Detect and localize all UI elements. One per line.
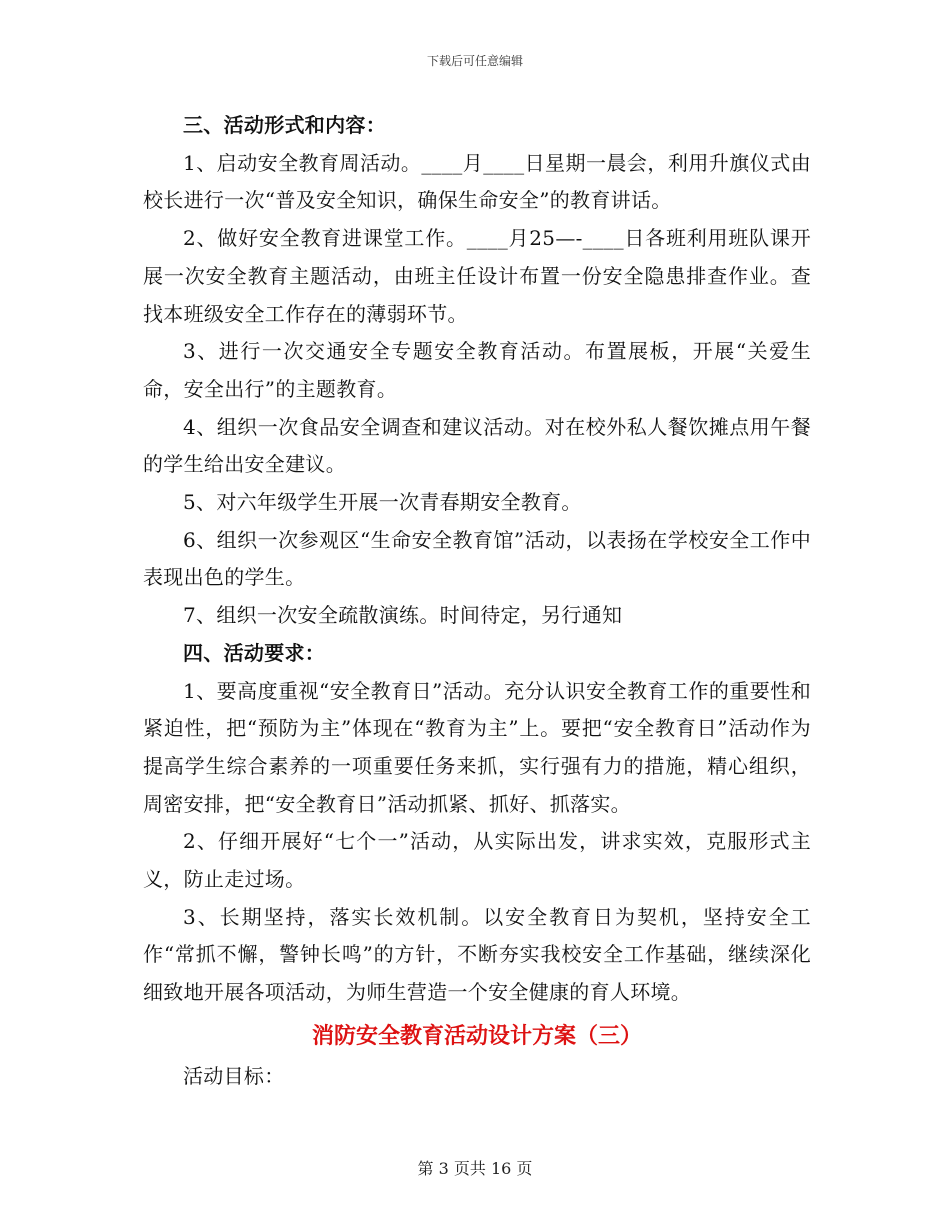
page-header-note: 下载后可任意编辑 <box>426 54 523 68</box>
activity-item-2: 2、做好安全教育进课堂工作。____月25—-____日各班利用班队课开展一次安全教育主题活动，由班主任设计布置一份安全隐患排查作业。查找本班级安全工作存在的薄弱环节。 <box>143 226 811 326</box>
section-heading-activity-content: 三、活动形式和内容： <box>183 113 386 137</box>
page-number: 第 3 页共 16 页 <box>417 1159 533 1178</box>
activity-item-5: 5、对六年级学生开展一次青春期安全教育。 <box>183 490 582 515</box>
goal-label: 活动目标： <box>183 1063 285 1088</box>
requirement-item-1: 1、要高度重视“安全教育日”活动。充分认识安全教育工作的重要性和紧迫性，把“预防为主”体现在“教育为主”上。要把“安全教育日”活动作为提高学生综合素养的一项重要任务来抓，实行强有力的措施，精心组织，周密安排，把“安全教育日”活动抓紧、抓好、抓落实。 <box>143 678 811 816</box>
activity-item-3: 3、进行一次交通安全专题安全教育活动。布置展板，开展“关爱生命，安全出行”的主题教育。 <box>143 339 811 401</box>
document-body <box>143 107 811 1096</box>
activity-item-6: 6、组织一次参观区“生命安全教育馆”活动，以表扬在学校安全工作中表现出色的学生。 <box>143 527 811 590</box>
activity-item-1: 1、启动安全教育周活动。____月____日星期一晨会，利用升旗仪式由校长进行一次“普及安全知识，确保生命安全”的教育讲话。 <box>143 150 811 213</box>
activity-item-7: 7、组织一次安全疏散演练。时间待定，另行通知 <box>183 603 623 628</box>
section-heading-requirements: 四、活动要求： <box>183 640 326 665</box>
requirement-item-3: 3、长期坚持，落实长效机制。以安全教育日为契机，坚持安全工作“常抓不懈，警钟长鸣”的方针，不断夯实我校安全工作基础，继续深化细致地开展各项活动，为师生营造一个安全健康的育人环境。 <box>143 904 811 1005</box>
section-title: 消防安全教育活动设计方案（三） <box>311 1022 642 1049</box>
activity-item-4: 4、组织一次食品安全调查和建议活动。对在校外私人餐饮摊点用午餐的学生给出安全建议。 <box>143 414 811 477</box>
requirement-item-2: 2、仔细开展好“七个一”活动，从实际出发，讲求实效，克服形式主义，防止走过场。 <box>143 829 811 892</box>
